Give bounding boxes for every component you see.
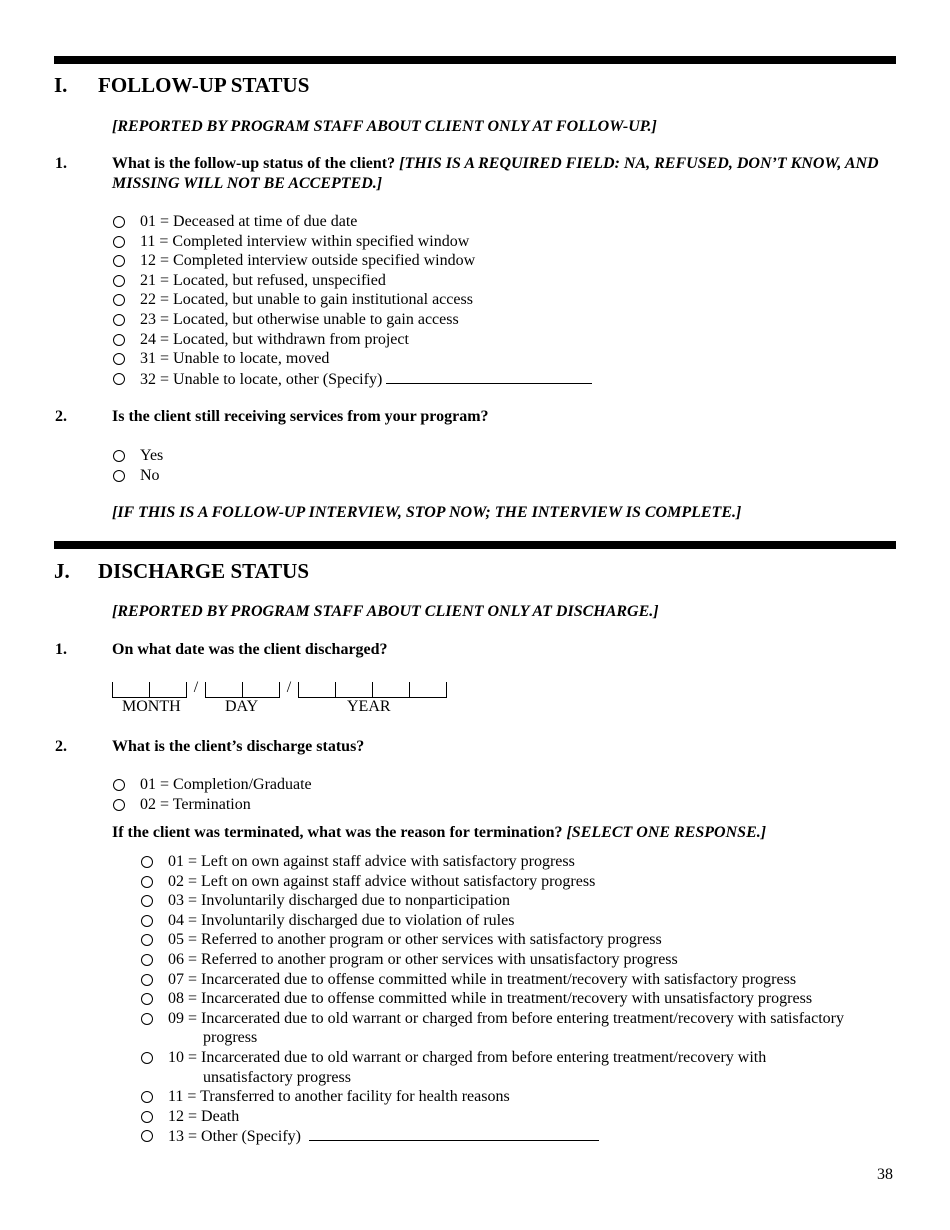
radio-button[interactable] <box>141 1111 153 1123</box>
question-i1-label: What is the follow-up status of the client? <box>112 155 396 172</box>
radio-button[interactable] <box>141 1091 153 1103</box>
termination-instruction: [SELECT ONE RESPONSE.] <box>566 824 767 841</box>
option-11[interactable]: 11 = Completed interview within specified window <box>113 232 592 252</box>
option-23[interactable]: 23 = Located, but otherwise unable to gain access <box>113 310 592 330</box>
question-i2-number: 2. <box>55 408 67 425</box>
reason-09-continuation: progress <box>203 1029 258 1047</box>
radio-button[interactable] <box>141 1052 153 1064</box>
date-boxes <box>112 678 447 698</box>
option-12[interactable]: 12 = Completed interview outside specified window <box>113 251 592 271</box>
reason-13[interactable]: 13 = Other (Specify) <box>141 1126 901 1146</box>
radio-button[interactable] <box>113 236 125 248</box>
termination-question <box>112 823 902 843</box>
radio-button[interactable] <box>141 954 153 966</box>
month-digit-2[interactable] <box>149 682 187 698</box>
services-options <box>113 446 163 485</box>
option-24[interactable]: 24 = Located, but withdrawn from project <box>113 330 592 350</box>
radio-button[interactable] <box>113 799 125 811</box>
radio-button[interactable] <box>141 856 153 868</box>
section-j-title: DISCHARGE STATUS <box>98 559 310 583</box>
reason-08[interactable]: 08 = Incarcerated due to offense committed while in treatment/recovery with unsatisfactory progress <box>141 989 901 1009</box>
radio-button[interactable] <box>141 1013 153 1025</box>
section-j-heading <box>54 559 309 584</box>
reason-10[interactable]: 10 = Incarcerated due to old warrant or charged from before entering treatment/recovery with unsatisfactory progress <box>141 1048 901 1087</box>
radio-button[interactable] <box>113 314 125 326</box>
year-digit-1[interactable] <box>298 682 335 698</box>
date-labels <box>112 698 447 718</box>
section-i-title: FOLLOW-UP STATUS <box>98 73 310 97</box>
radio-button[interactable] <box>141 974 153 986</box>
question-j2-text: What is the client’s discharge status? <box>112 738 365 755</box>
reason-11[interactable]: 11 = Transferred to another facility for health reasons <box>141 1087 901 1107</box>
radio-button[interactable] <box>141 934 153 946</box>
year-digit-2[interactable] <box>335 682 372 698</box>
follow-up-status-options <box>113 212 592 388</box>
reason-03[interactable]: 03 = Involuntarily discharged due to nonparticipation <box>141 891 901 911</box>
discharge-status-options <box>113 775 312 814</box>
section-divider-j <box>54 541 896 549</box>
year-label: YEAR <box>347 698 391 715</box>
month-label: MONTH <box>122 698 181 715</box>
reason-02[interactable]: 02 = Left on own against staff advice without satisfactory progress <box>141 872 901 892</box>
section-divider-top <box>54 56 896 64</box>
option-yes[interactable]: Yes <box>113 446 163 466</box>
reason-12[interactable]: 12 = Death <box>141 1107 901 1127</box>
reason-01[interactable]: 01 = Left on own against staff advice with satisfactory progress <box>141 852 901 872</box>
specify-input[interactable] <box>386 369 592 384</box>
termination-question-label: If the client was terminated, what was the reason for termination? <box>112 824 563 841</box>
option-22[interactable]: 22 = Located, but unable to gain institutional access <box>113 290 592 310</box>
radio-button[interactable] <box>141 993 153 1005</box>
question-i1-text <box>112 154 902 194</box>
day-label: DAY <box>225 698 259 715</box>
radio-button[interactable] <box>113 353 125 365</box>
question-i1-number: 1. <box>55 155 67 172</box>
discharge-date-field <box>112 678 447 718</box>
radio-button[interactable] <box>113 255 125 267</box>
reason-04[interactable]: 04 = Involuntarily discharged due to violation of rules <box>141 911 901 931</box>
reason-10-continuation: unsatisfactory progress <box>203 1068 351 1086</box>
day-digit-2[interactable] <box>242 682 280 698</box>
section-i-note: [REPORTED BY PROGRAM STAFF ABOUT CLIENT ONLY AT FOLLOW-UP.] <box>112 118 657 135</box>
date-separator: / <box>193 679 199 696</box>
reason-06[interactable]: 06 = Referred to another program or other services with unsatisfactory progress <box>141 950 901 970</box>
year-digit-3[interactable] <box>372 682 409 698</box>
date-separator: / <box>286 679 292 696</box>
month-digit-1[interactable] <box>112 682 149 698</box>
section-i-heading <box>54 73 309 98</box>
option-31[interactable]: 31 = Unable to locate, moved <box>113 349 592 369</box>
termination-reason-options <box>141 852 901 1146</box>
option-01[interactable]: 01 = Deceased at time of due date <box>113 212 592 232</box>
radio-button[interactable] <box>141 895 153 907</box>
option-32[interactable]: 32 = Unable to locate, other (Specify) <box>113 369 592 389</box>
section-j-letter: J. <box>54 559 70 583</box>
question-j1-number: 1. <box>55 641 67 658</box>
radio-button[interactable] <box>113 294 125 306</box>
radio-button[interactable] <box>113 216 125 228</box>
question-j1-text: On what date was the client discharged? <box>112 641 388 658</box>
reason-05[interactable]: 05 = Referred to another program or other services with satisfactory progress <box>141 930 901 950</box>
page-number: 38 <box>877 1166 893 1183</box>
radio-button[interactable] <box>113 450 125 462</box>
reason-07[interactable]: 07 = Incarcerated due to offense committed while in treatment/recovery with satisfactory progress <box>141 970 901 990</box>
radio-button[interactable] <box>113 779 125 791</box>
specify-input[interactable] <box>309 1126 599 1141</box>
question-i1-instruction: [THIS IS A REQUIRED FIELD: NA, REFUSED, DON’T KNOW, AND MISSING WILL NOT BE ACCEPTED.] <box>112 155 879 192</box>
option-21[interactable]: 21 = Located, but refused, unspecified <box>113 271 592 291</box>
option-completion[interactable]: 01 = Completion/Graduate <box>113 775 312 795</box>
section-j-note: [REPORTED BY PROGRAM STAFF ABOUT CLIENT ONLY AT DISCHARGE.] <box>112 603 659 620</box>
radio-button[interactable] <box>113 275 125 287</box>
radio-button[interactable] <box>113 334 125 346</box>
radio-button[interactable] <box>141 876 153 888</box>
question-j2-number: 2. <box>55 738 67 755</box>
radio-button[interactable] <box>141 915 153 927</box>
radio-button[interactable] <box>141 1130 153 1142</box>
radio-button[interactable] <box>113 373 125 385</box>
question-i2-text: Is the client still receiving services from your program? <box>112 408 489 425</box>
option-no[interactable]: No <box>113 466 163 486</box>
reason-09[interactable]: 09 = Incarcerated due to old warrant or charged from before entering treatment/recovery with satisfactory progress <box>141 1009 901 1048</box>
day-digit-1[interactable] <box>205 682 242 698</box>
radio-button[interactable] <box>113 470 125 482</box>
option-termination[interactable]: 02 = Termination <box>113 795 312 815</box>
year-digit-4[interactable] <box>409 682 447 698</box>
section-i-letter: I. <box>54 73 68 97</box>
stop-instruction: [IF THIS IS A FOLLOW-UP INTERVIEW, STOP NOW; THE INTERVIEW IS COMPLETE.] <box>112 504 742 521</box>
